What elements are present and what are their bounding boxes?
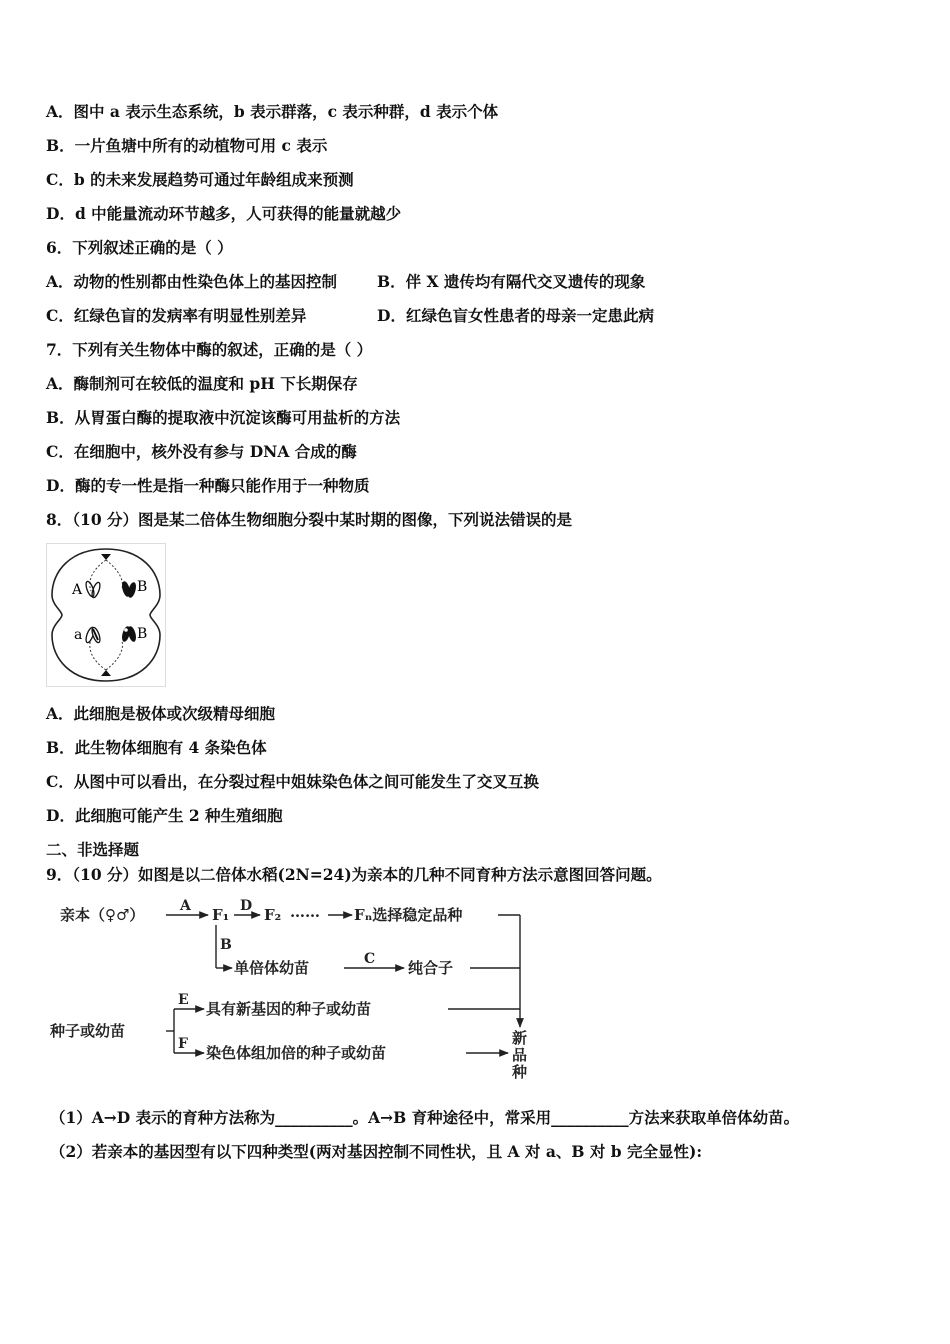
q6-option-c: C．红绿色盲的发病率有明显性别差异 — [46, 306, 307, 325]
diagram-pure: 纯合子 — [408, 959, 454, 977]
diagram-f2: F₂ — [264, 906, 282, 924]
q7-option-b: B．从胃蛋白酶的提取液中沉淀该酶可用盐析的方法 — [46, 408, 401, 427]
q9-sub2: （2）若亲本的基因型有以下四种类型(两对基因控制不同性状，且 A 对 a、B 对 b 完全显性): — [50, 1142, 703, 1161]
q8-option-d: D．此细胞可能产生 2 种生殖细胞 — [46, 806, 283, 825]
q6-option-d: D．红绿色盲女性患者的母亲一定患此病 — [377, 306, 654, 325]
q8-option-b: B．此生物体细胞有 4 条染色体 — [46, 738, 267, 757]
diagram-label-f: F — [178, 1036, 188, 1052]
diagram-fn-select: Fₙ选择稳定品种 — [354, 906, 463, 924]
label-lower-right: B — [137, 626, 148, 642]
q5-option-b: B．一片鱼塘中所有的动植物可用 c 表示 — [46, 136, 328, 155]
breeding-methods-diagram — [46, 893, 546, 1083]
q9-sub1: （1）A→D 表示的育种方法称为__________。A→B 育种途径中，常采用__________方法来获取单倍体幼苗。 — [50, 1108, 800, 1127]
diagram-new-2: 品 — [512, 1046, 528, 1064]
q7-stem: 7．下列有关生物体中酶的叙述，正确的是（ ） — [46, 340, 373, 359]
q6-option-b: B．伴 X 遗传均有隔代交叉遗传的现象 — [377, 272, 646, 291]
diagram-f1: F₁ — [212, 906, 230, 924]
diagram-label-b: B — [220, 937, 232, 953]
q8-stem: 8．（10 分）图是某二倍体生物细胞分裂中某时期的图像，下列说法错误的是 — [46, 510, 573, 529]
q7-option-d: D．酶的专一性是指一种酶只能作用于一种物质 — [46, 476, 370, 495]
diagram-dots: …… — [290, 903, 320, 921]
diagram-haploid: 单倍体幼苗 — [234, 959, 310, 977]
q6-stem: 6．下列叙述正确的是（ ） — [46, 238, 233, 257]
q5-option-d: D．d 中能量流动环节越多，人可获得的能量就越少 — [46, 204, 402, 223]
q8-option-c: C．从图中可以看出，在分裂过程中姐妹染色体之间可能发生了交叉互换 — [46, 772, 539, 791]
diagram-doubled: 染色体组加倍的种子或幼苗 — [206, 1044, 387, 1062]
label-lower-left: a — [74, 627, 83, 643]
diagram-new-1: 新 — [512, 1029, 528, 1047]
diagram-label-a: A — [180, 898, 191, 914]
diagram-parent: 亲本（♀♂） — [60, 906, 145, 924]
q5-option-a: A．图中 a 表示生态系统，b 表示群落，c 表示种群，d 表示个体 — [46, 102, 499, 121]
q6-option-a: A．动物的性别都由性染色体上的基因控制 — [46, 272, 338, 291]
cell-division-figure — [46, 543, 166, 687]
section-heading: 二、非选择题 — [46, 840, 140, 859]
diagram-label-e: E — [178, 992, 189, 1008]
diagram-new-3: 种 — [512, 1063, 528, 1081]
label-upper-right: B — [137, 579, 148, 595]
diagram-label-c: C — [364, 951, 376, 967]
q5-option-c: C．b 的未来发展趋势可通过年龄组成来预测 — [46, 170, 354, 189]
label-upper-left: A — [72, 582, 83, 598]
q7-option-c: C．在细胞中，核外没有参与 DNA 合成的酶 — [46, 442, 357, 461]
q8-option-a: A．此细胞是极体或次级精母细胞 — [46, 704, 276, 723]
diagram-new-gene: 具有新基因的种子或幼苗 — [206, 1000, 372, 1018]
diagram-label-d: D — [240, 898, 253, 914]
q7-option-a: A．酶制剂可在较低的温度和 pH 下长期保存 — [46, 374, 358, 393]
q9-stem: 9．（10 分）如图是以二倍体水稻(2N=24)为亲本的几种不同育种方法示意图回答问题。 — [46, 865, 662, 884]
diagram-seed: 种子或幼苗 — [50, 1022, 126, 1040]
